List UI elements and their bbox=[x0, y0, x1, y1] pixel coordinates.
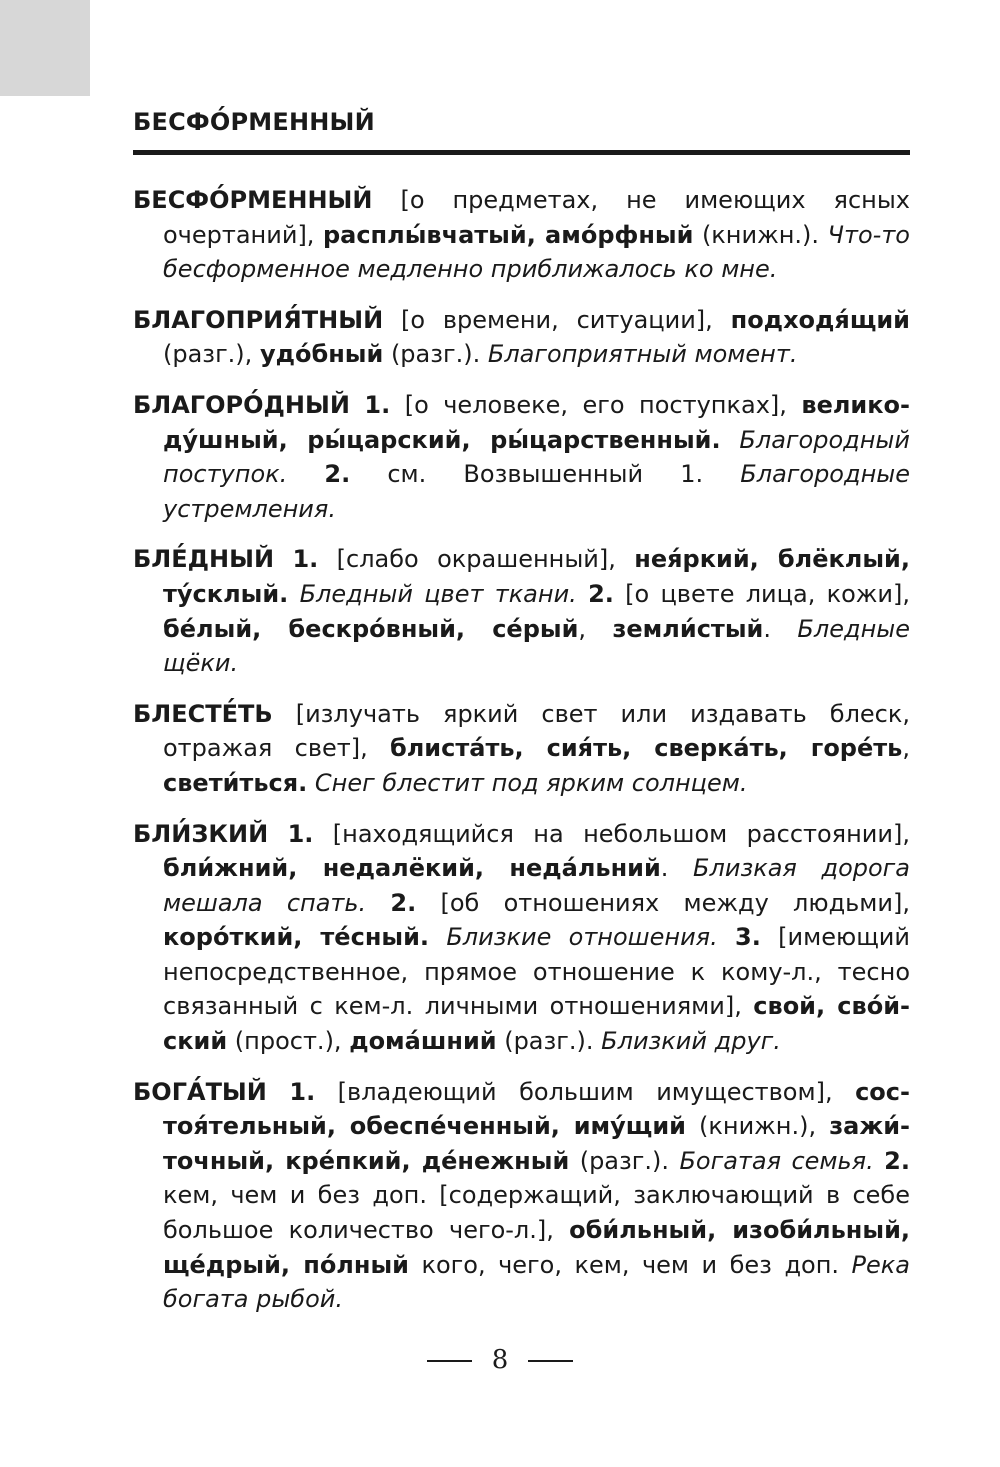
sense-number: 1. bbox=[292, 545, 319, 574]
sense-number: 1. bbox=[287, 819, 314, 848]
definition-text: (книжн.). bbox=[693, 220, 828, 249]
definition-text: , bbox=[578, 614, 613, 643]
definition-text bbox=[429, 923, 446, 951]
sense-number: 1. bbox=[289, 1077, 316, 1106]
definition-text: [излучать яркий свет или издавать блеск, отражая свет], bbox=[163, 699, 910, 763]
synonyms: нея́ркий, блёклый, ту́склый. bbox=[163, 545, 910, 608]
entry-bogaty bbox=[133, 1075, 910, 1317]
sense-number: 2. bbox=[324, 460, 351, 489]
synonyms: зажи́точный, кре́пкий, де́нежный bbox=[163, 1112, 910, 1175]
synonyms: оби́льный, изоби́льный, ще́дрый, по́лный bbox=[163, 1216, 910, 1279]
definition-text bbox=[350, 391, 365, 419]
definition-text bbox=[721, 426, 740, 454]
example: Что-то бесформенное медленно приближалось ко мне. bbox=[163, 220, 910, 284]
synonyms: удо́бный bbox=[259, 340, 384, 369]
definition-text: [о человеке, его поступках], bbox=[390, 390, 802, 419]
definition-text: (разг.), bbox=[163, 340, 260, 369]
synonyms: бе́лый, бескро́вный, се́рый bbox=[163, 614, 579, 643]
headword: БЛАГОРО́ДНЫЙ bbox=[133, 390, 350, 419]
definition-text bbox=[718, 923, 735, 951]
definition-text: (разг.). bbox=[383, 340, 488, 369]
example: Близкие отношения. bbox=[446, 923, 718, 952]
definition-text bbox=[287, 460, 324, 488]
example: Благородный поступок. bbox=[163, 425, 910, 489]
synonyms: подходя́щий bbox=[730, 305, 910, 334]
example: Снег блестит под ярким солнцем. bbox=[314, 768, 748, 797]
definition-text bbox=[874, 1147, 884, 1175]
definition-text: (прост.), bbox=[227, 1027, 350, 1056]
synonyms: великоду́шный, ры́царский, ры́царственный. bbox=[163, 390, 910, 454]
running-head: БЕСФО́РМЕННЫЙ bbox=[133, 108, 375, 136]
synonyms: дома́шний bbox=[349, 1027, 497, 1056]
definition-text bbox=[577, 580, 588, 608]
sense-number: 3. bbox=[735, 923, 761, 952]
sense-number: 2. bbox=[588, 579, 614, 608]
example: Бледные щёки. bbox=[163, 614, 910, 678]
entry-besformenny bbox=[133, 183, 910, 287]
definition-text bbox=[267, 1078, 289, 1106]
example: Благоприятный момент. bbox=[487, 340, 798, 369]
definition-text: [о времени, ситуации], bbox=[383, 305, 731, 334]
definition-text: [о предметах, не имеющих ясных очертаний], bbox=[163, 186, 910, 249]
definition-text: [об отношениях между людьми], bbox=[416, 888, 911, 917]
footer-dash-left bbox=[427, 1360, 472, 1362]
definition-text bbox=[274, 545, 292, 573]
synonyms: земли́стый bbox=[612, 614, 764, 643]
entry-blagorodny bbox=[133, 388, 910, 526]
page-corner-tab bbox=[0, 0, 90, 96]
definition-text: кем, чем и без доп. [содержащий, заключающий в себе большое количество чего-л.], bbox=[163, 1181, 910, 1245]
definition-text: кого, чего, кем, чем и без доп. bbox=[409, 1250, 852, 1279]
sense-number: 1. bbox=[364, 390, 391, 419]
headword: БЛЕ́ДНЫЙ bbox=[133, 545, 275, 574]
page-footer bbox=[0, 1345, 1000, 1375]
definition-text bbox=[366, 889, 390, 917]
sense-number: 2. bbox=[390, 888, 417, 917]
example: Благородные устремления. bbox=[163, 460, 910, 523]
definition-text bbox=[268, 820, 287, 848]
headword: БОГА́ТЫЙ bbox=[133, 1077, 267, 1106]
definition-text: (книжн.), bbox=[685, 1112, 830, 1141]
example: Близкий друг. bbox=[601, 1027, 781, 1056]
synonyms: расплы́вчатый, амо́рфный bbox=[322, 220, 694, 249]
sense-number: 2. bbox=[884, 1146, 910, 1175]
synonyms: свети́ться. bbox=[163, 768, 308, 797]
definition-text: [имеющий непосредственное, прямое отношение к кому-л., тесно связанный с кем-л. личными отношениями], bbox=[163, 923, 910, 1021]
definition-text bbox=[307, 769, 315, 797]
example: Река богата рыбой. bbox=[163, 1250, 910, 1314]
definition-text: , bbox=[902, 734, 910, 763]
example: Богатая семья. bbox=[679, 1146, 874, 1175]
synonyms: коро́ткий, те́сный. bbox=[163, 923, 430, 952]
headword: БЕСФО́РМЕННЫЙ bbox=[133, 186, 373, 214]
definition-text: [о цвете лица, кожи], bbox=[613, 579, 910, 608]
entry-bledny bbox=[133, 542, 910, 680]
synonyms: бли́жний, недалёкий, неда́льний bbox=[163, 854, 661, 883]
footer-dash-right bbox=[528, 1360, 573, 1362]
definition-text: (разг.). bbox=[496, 1027, 602, 1056]
definition-text bbox=[288, 580, 299, 608]
page-number: 8 bbox=[491, 1345, 509, 1375]
definition-text: (разг.). bbox=[569, 1146, 680, 1175]
example: Бледный цвет ткани. bbox=[299, 579, 577, 608]
example: Близкая дорога мешала спать. bbox=[163, 854, 910, 917]
definition-text: . bbox=[763, 614, 798, 643]
definition-text: . bbox=[660, 854, 694, 883]
dictionary-entries bbox=[133, 183, 910, 1333]
synonyms: свой, сво́йский bbox=[163, 992, 910, 1056]
entry-blestet bbox=[133, 697, 910, 801]
definition-text: [слабо окрашенный], bbox=[318, 545, 635, 574]
definition-text: см. Возвышенный 1. bbox=[350, 460, 741, 489]
definition-text: [владеющий большим имуществом], bbox=[315, 1077, 856, 1106]
synonyms: состоя́тельный, обеспе́ченный, иму́щий bbox=[163, 1077, 910, 1141]
entry-blizky bbox=[133, 817, 910, 1059]
headword: БЛАГОПРИЯ́ТНЫЙ bbox=[133, 305, 384, 334]
definition-text: [находящийся на небольшом расстоянии], bbox=[313, 819, 910, 848]
synonyms: блиста́ть, сия́ть, сверка́ть, горе́ть bbox=[389, 734, 903, 763]
headword: БЛИ́ЗКИЙ bbox=[133, 819, 269, 848]
headword: БЛЕСТЕ́ТЬ bbox=[133, 699, 273, 728]
header-rule bbox=[133, 150, 910, 155]
entry-blagopriyatny bbox=[133, 303, 910, 372]
